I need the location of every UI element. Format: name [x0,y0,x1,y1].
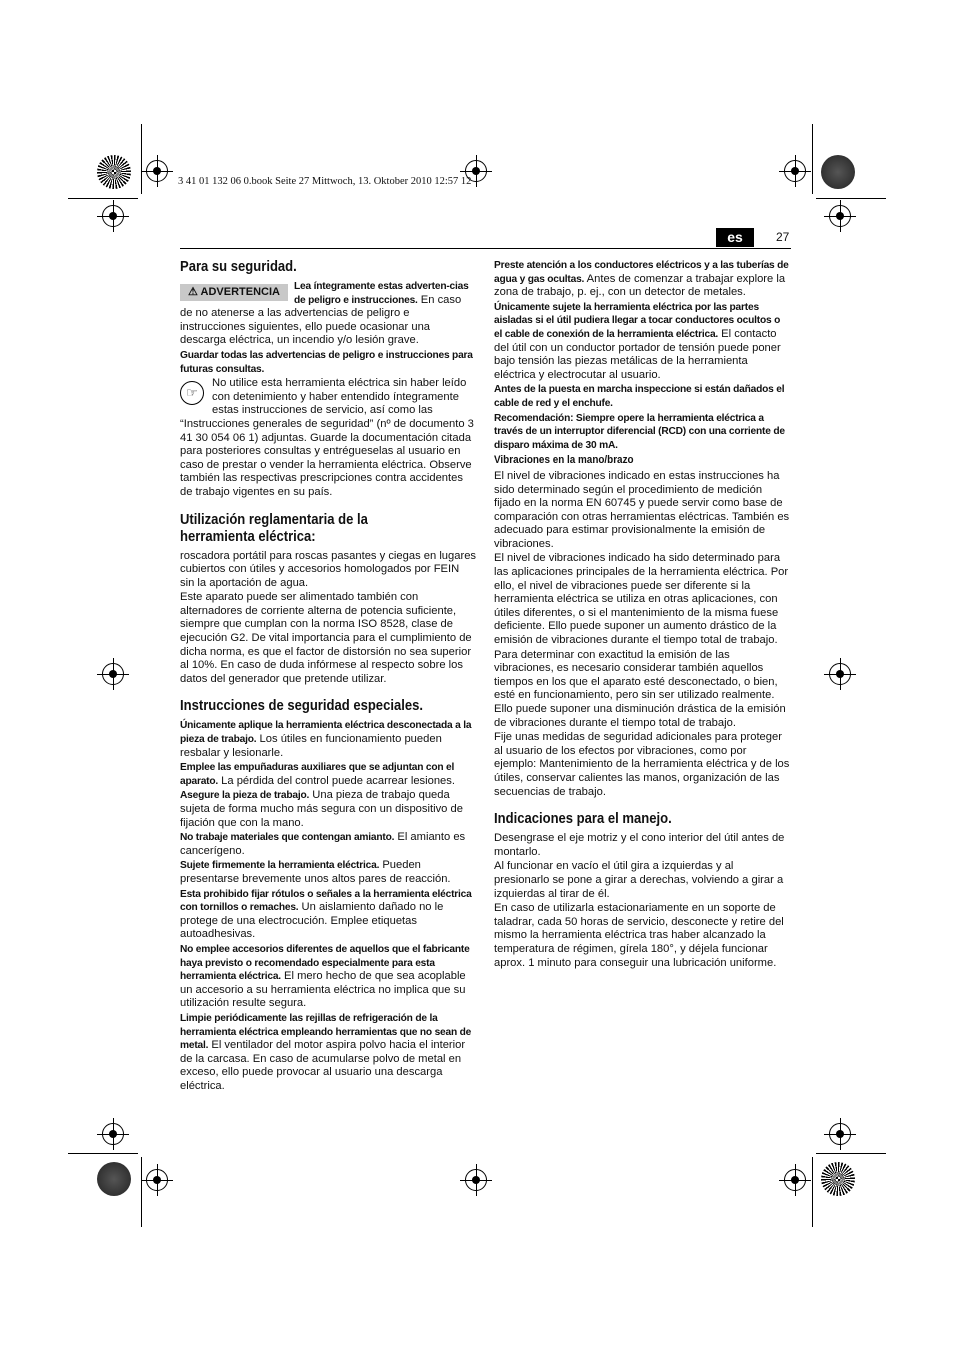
safety-instruction: Preste atención a los conductores eléctricos y a las tuberías de agua y gas ocultas. Antes de comenzar a trabajar explore la zona de trabajo, p. ej., con un detector de metales. [494,260,789,299]
book-info-line: 3 41 01 132 06 0.book Seite 27 Mittwoch, 13. Oktober 2010 12:57 12 [178,176,472,187]
read-manual-icon: ☞ [180,381,204,405]
section-title-intended-use: Utilización reglamentaria de la herramienta eléctrica: [180,511,368,545]
right-column [494,259,790,971]
registration-crosshair-icon [829,663,851,685]
safety-instruction: No trabaje materiales que contengan amianto. El amianto es cancerígeno. [180,831,466,857]
crop-mark [141,1157,142,1227]
safety-instruction: Únicamente aplique la herramienta eléctrica desconectada a la pieza de trabajo. Los útiles en funcionamiento pueden resbalar y lesionarle. [180,720,472,759]
registration-crosshair-icon [829,1123,851,1145]
warning-badge: ⚠ ADVERTENCIA [180,284,288,301]
safety-instruction: Esta prohibido fijar rótulos o señales a la herramienta eléctrica con tornillos o remaches. Un aislamiento dañado no le protege de una electrocución. Emplee etiquetas autoadhesivas. [180,888,472,941]
section-title-safety: Para su seguridad. [180,259,297,275]
handling-paragraph: Desengrase el eje motriz y el cono interior del útil antes de montarlo. [494,832,785,858]
handling-paragraph: En caso de utilizarla estacionariamente en un soporte de taladrar, cada 50 horas de servicio, desconecte y retire del mismo la herramienta eléctrica tras haber alcanzado la temperatura de régimen, gírela 180°, y déjela funcionar aprox. 1 minuto para conseguir una lubricación uniforme. [494,902,784,969]
header-rule [180,248,791,249]
vibration-paragraph: El nivel de vibraciones indicado ha sido determinado para las aplicaciones principales de la herramienta eléctrica. Por ello, el nivel de vibraciones puede ser diferente si la herramienta eléctrica se utiliza en otras aplicaciones, con útiles diferentes, o si el mantenimiento de la misma fuese deficiente. Ello puede suponer un aumento drástico de la emisión de vibraciones durante el tiempo total de trabajo. [494,552,789,647]
language-badge: es [716,228,754,247]
warning-paragraph: ⚠ ADVERTENCIA Lea íntegramente estas adverten-cias de peligro e instrucciones. En caso de no atenerse a las advertencias de peligro e instrucciones siguientes, ello puede ocasionar una descarga eléctrica, un incendio y/o lesión grave. [180,281,469,347]
crop-mark [141,124,142,194]
subsection-title-vibrations: Vibraciones en la mano/brazo [494,454,634,467]
safety-instruction: Recomendación: Siempre opere la herramienta eléctrica a través de un interruptor diferencial (RCD) con una corriente de disparo máxima de 30 mA. [494,412,785,451]
registration-crosshair-icon [102,205,124,227]
safety-instruction: Antes de la puesta en marcha inspeccione si están dañados el cable de red y el enchufe. [494,384,785,409]
handling-paragraph: Al funcionar en vacío el útil gira a izquierdas y al presionarlo se pone a girar a derechas, volviendo a girar a izquierdas al tirar de él. [494,860,784,900]
registration-crosshair-icon [146,160,168,182]
color-registration-mark [821,1162,855,1196]
section-title-special-safety: Instrucciones de seguridad especiales. [180,698,423,715]
keep-instructions-note: Guardar todas las advertencias de peligro e instrucciones para futuras consultas. [180,349,473,375]
safety-instruction: Únicamente sujete la herramienta eléctrica por las partes aisladas si el útil pudiera llegar a tocar conductores ocultos o el cable de conexión de la herramienta eléctrica. El contacto del útil con un conductor portador de tensión puede poner bajo tensión las piezas metálicas de la herramienta eléctrica y electrocutar al usuario. [494,301,781,381]
color-registration-mark [821,155,855,189]
registration-crosshair-icon [465,1169,487,1191]
registration-crosshair-icon [146,1169,168,1191]
color-registration-mark [97,155,131,189]
registration-crosshair-icon [829,205,851,227]
crop-mark [812,1157,813,1227]
safety-instruction: Asegure la pieza de trabajo. Una pieza de trabajo queda sujeta de forma mucho más segura con un dispositivo de fijación que con la mano. [180,789,463,829]
registration-crosshair-icon [102,663,124,685]
read-manual-paragraph: ☞ No utilice esta herramienta eléctrica sin haber leído con detenimiento y haber entendido íntegramente estas instrucciones de servicio, así como las “Instrucciones generales de seguridad” (nº de documento 3 41 30 054 06 1) adjuntas. Guarde la documentación citada para posteriores consultas y entrégueselas al usuario en caso de prestar o vender la herramienta eléctrica. Observe también las respectivas prescripciones contra accidentes de trabajo vigentes en su país. [180,377,474,498]
registration-crosshair-icon [102,1123,124,1145]
safety-instruction: Emplee las empuñaduras auxiliares que se adjuntan con el aparato. La pérdida del control puede acarrear lesiones. [180,762,455,787]
safety-instruction: Limpie periódicamente las rejillas de refrigeración de la herramienta eléctrica empleando herramientas que no sean de metal. El ventilador del motor aspira polvo hacia el interior de la carcasa. En caso de acumularse polvo de metal en exceso, ello puede provocar al usuario una descarga eléctrica. [180,1012,472,1092]
section-title-handling: Indicaciones para el manejo. [494,811,672,828]
registration-crosshair-icon [784,1169,806,1191]
intended-use-paragraph: roscadora portátil para roscas pasantes y ciegas en lugares cubiertos con útiles y accesorios homologados por FEIN sin la aportación de agua. [180,549,477,589]
crop-mark [68,198,138,199]
color-registration-mark [97,1162,131,1196]
generator-paragraph: Este aparato puede ser alimentado también con alternadores de corriente alterna de potencia suficiente, siempre que cumplan con la norma ISO 8528, clase de ejecución G2. De vital importancia para el cumplimiento de dicha norma, es que el factor de distorsión no sea superior al 10%. En caso de duda infórmese al respecto sobre los datos del generador que pretende utilizar. [180,591,472,685]
crop-mark [816,198,886,199]
registration-crosshair-icon [784,160,806,182]
vibration-paragraph: El nivel de vibraciones indicado en estas instrucciones ha sido determinado según el procedimiento de medición fijado en la norma EN 60745 y puede servir como base de comparación con otras herramientas eléctricas. También es adecuado para estimar provisionalmente la emisión de vibraciones. [494,469,790,550]
page-number: 27 [776,230,790,244]
left-column [180,259,476,1094]
vibration-paragraph: Fije unas medidas de seguridad adicionales para proteger al usuario de los efectos por vibraciones, como por ejemplo: Mantenimiento de la herramienta eléctrica y de los útiles, conservar calientes las manos, organización de las secuencias de trabajo. [494,731,790,798]
crop-mark [812,124,813,194]
crop-mark [68,1153,138,1154]
safety-instruction: Sujete firmemente la herramienta eléctrica. Pueden presentarse brevemente unos altos pares de reacción. [180,859,451,885]
vibration-paragraph: Para determinar con exactitud la emisión de las vibraciones, es necesario considerar también aquellos tiempos en los que el aparato esté desconectado, o bien, esté en funcionamiento, pero sin ser utilizado realmente. Ello puede suponer una disminución drástica de la emisión de vibraciones durante el tiempo total de trabajo. [494,648,786,729]
safety-instruction: No emplee accesorios diferentes de aquellos que el fabricante haya previsto o recomendado especialmente para esta herramienta eléctrica. El mero hecho de que sea acoplable un accesorio a su herramienta eléctrica no implica que su utilización resulte segura. [180,943,470,1010]
crop-mark [816,1153,886,1154]
